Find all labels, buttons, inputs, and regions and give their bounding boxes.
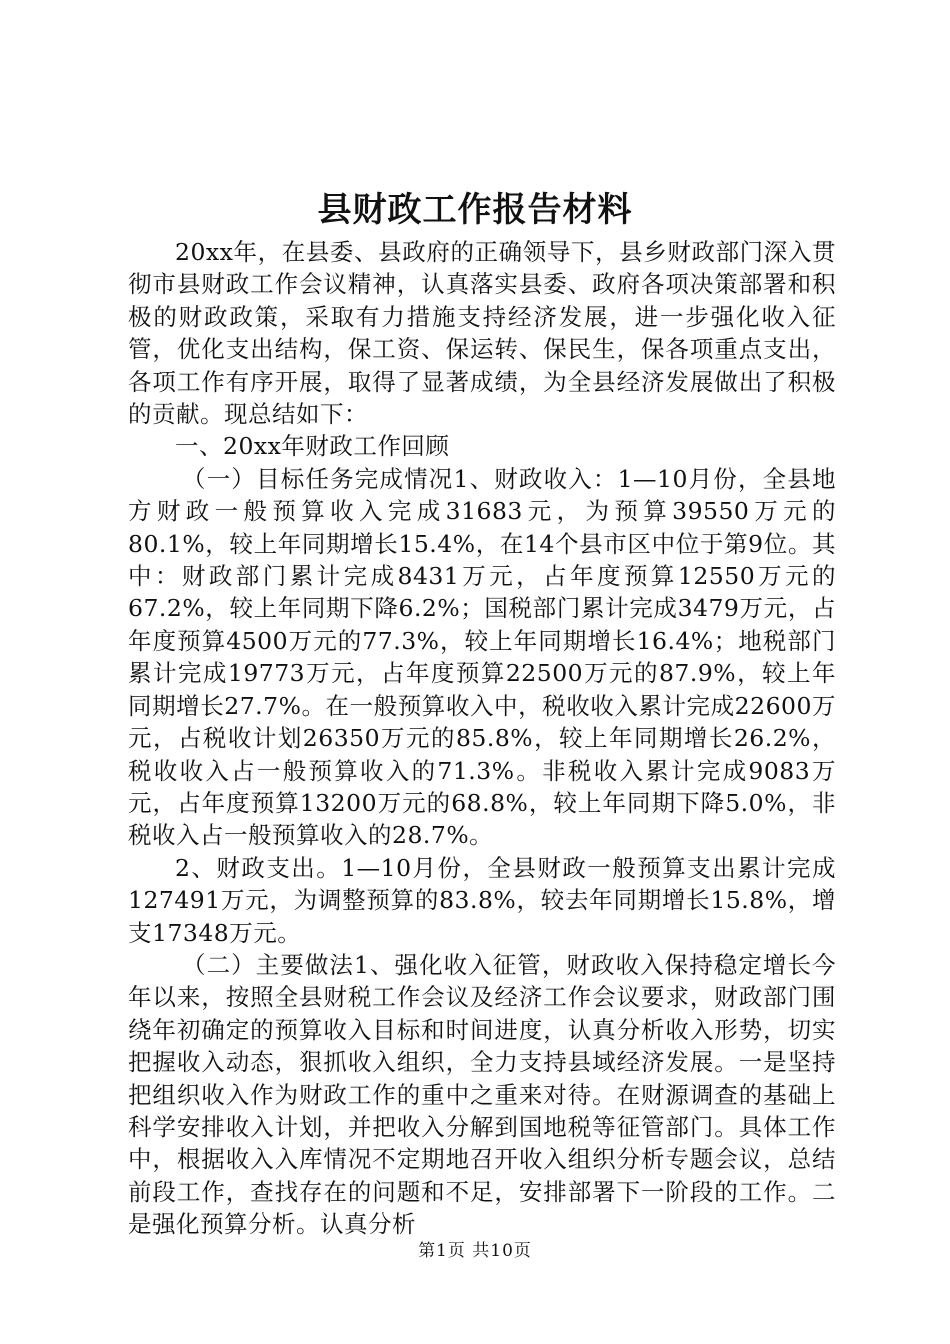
- page-number: 第1页 共10页: [418, 1241, 532, 1261]
- measures-paragraph: （二）主要做法1、强化收入征管，财政收入保持稳定增长今年以来，按照全县财税工作会议及经济工作会议要求，财政部门围绕年初确定的预算收入目标和时间进度，认真分析收入形势，切实把握收入动态，狠抓收入组织，全力支持县域经济发展。一是坚持把组织收入作为财政工作的重中之重来对待。在财源调查的基础上科学安排收入计划，并把收入分解到国地税等征管部门。具体工作中，根据收入入库情况不定期地召开收入组织分析专题会议，总结前段工作，查找存在的问题和不足，安排部署下一阶段的工作。二是强化预算分析。认真分析: [128, 950, 836, 1239]
- expenditure-paragraph: 2、财政支出。1—10月份，全县财政一般预算支出累计完成127491万元，为调整预算的83.8%，较去年同期增长15.8%，增支17348万元。: [128, 853, 836, 947]
- revenue-paragraph: （一）目标任务完成情况1、财政收入：1—10月份，全县地方财政一般预算收入完成31683元，为预算39550万元的80.1%，较上年同期增长15.4%，在14个县市区中位于第9位。其中：财政部门累计完成8431万元，占年度预算12550万元的67.2%，较上年同期下降6.2%；国税部门累计完成3479万元，占年度预算4500万元的77.3%，较上年同期增长16.4%；地税部门累计完成19773万元，占年度预算22500万元的87.9%，较上年同期增长27.7%。在一般预算收入中，税收收入累计完成22600万元，占税收计划26350万元的85.8%，较上年同期增长26.2%，税收收入占一般预算收入的71.3%。非税收入累计完成9083万元，占年度预算13200万元的68.8%，较上年同期下降5.0%，非税收入占一般预算收入的28.7%。: [128, 464, 836, 850]
- document-body: [128, 236, 836, 1241]
- intro-paragraph: 20xx年，在县委、县政府的正确领导下，县乡财政部门深入贯彻市县财政工作会议精神，认真落实县委、政府各项决策部署和积极的财政政策，采取有力措施支持经济发展，进一步强化收入征管，优化支出结构，保工资、保运转、保民生，保各项重点支出，各项工作有序开展，取得了显著成绩，为全县经济发展做出了积极的贡献。现总结如下：: [128, 238, 836, 429]
- section-heading: 一、20xx年财政工作回顾: [175, 432, 450, 461]
- document-title: 县财政工作报告材料: [317, 190, 633, 230]
